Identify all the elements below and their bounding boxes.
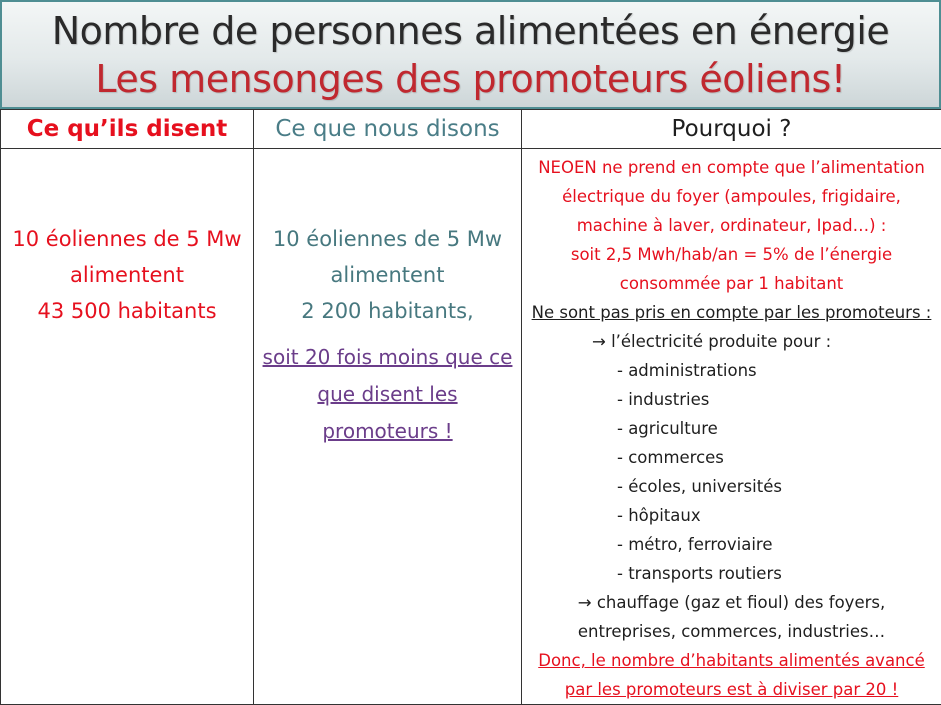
they-say-line: alimentent	[1, 257, 253, 293]
comparison-table	[0, 109, 941, 705]
why-intro-line: machine à laver, ordinateur, Ipad…) :	[522, 211, 941, 240]
sector-item: - industries	[522, 385, 941, 414]
header-they-say: Ce qu’ils disent	[1, 110, 254, 149]
sector-item: - administrations	[522, 356, 941, 385]
we-say-line: 2 200 habitants,	[254, 293, 521, 329]
why-intro-line: NEOEN ne prend en compte que l’alimentation	[522, 153, 941, 182]
we-say-emphasis-line: soit 20 fois moins que ce	[258, 339, 517, 376]
cell-we-say	[254, 149, 522, 705]
we-say-line: 10 éoliennes de 5 Mw	[254, 221, 521, 257]
page-subtitle: Les mensonges des promoteurs éoliens!	[2, 56, 939, 102]
sector-item: - écoles, universités	[522, 472, 941, 501]
not-counted-heading: Ne sont pas pris en compte par les promoteurs :	[522, 298, 941, 327]
table-header-row	[1, 110, 941, 149]
we-say-line: alimentent	[254, 257, 521, 293]
cell-why	[522, 149, 941, 705]
we-say-emphasis-line: que disent les	[258, 376, 517, 413]
sector-item: - commerces	[522, 443, 941, 472]
electricity-line: → l’électricité produite pour :	[522, 327, 941, 356]
they-say-line: 10 éoliennes de 5 Mw	[1, 221, 253, 257]
cell-they-say	[1, 149, 254, 705]
why-intro-line: soit 2,5 Mwh/hab/an = 5% de l’énergie	[522, 240, 941, 269]
sector-item: - agriculture	[522, 414, 941, 443]
we-say-emphasis-line: promoteurs !	[258, 413, 517, 450]
sector-item: - hôpitaux	[522, 501, 941, 530]
heating-line: entreprises, commerces, industries…	[522, 617, 941, 646]
heating-line: → chauffage (gaz et fioul) des foyers,	[522, 588, 941, 617]
page-title: Nombre de personnes alimentées en énergie	[2, 8, 939, 54]
conclusion-line: Donc, le nombre d’habitants alimentés avancé	[522, 646, 941, 675]
sector-item: - transports routiers	[522, 559, 941, 588]
conclusion-line: par les promoteurs est à diviser par 20 !	[522, 675, 941, 704]
sector-item: - métro, ferroviaire	[522, 530, 941, 559]
title-banner	[0, 0, 941, 109]
why-intro-line: consommée par 1 habitant	[522, 269, 941, 298]
header-why: Pourquoi ?	[522, 110, 941, 149]
header-we-say: Ce que nous disons	[254, 110, 522, 149]
table-row	[1, 149, 941, 705]
they-say-line: 43 500 habitants	[1, 293, 253, 329]
why-intro-line: électrique du foyer (ampoules, frigidaire,	[522, 182, 941, 211]
